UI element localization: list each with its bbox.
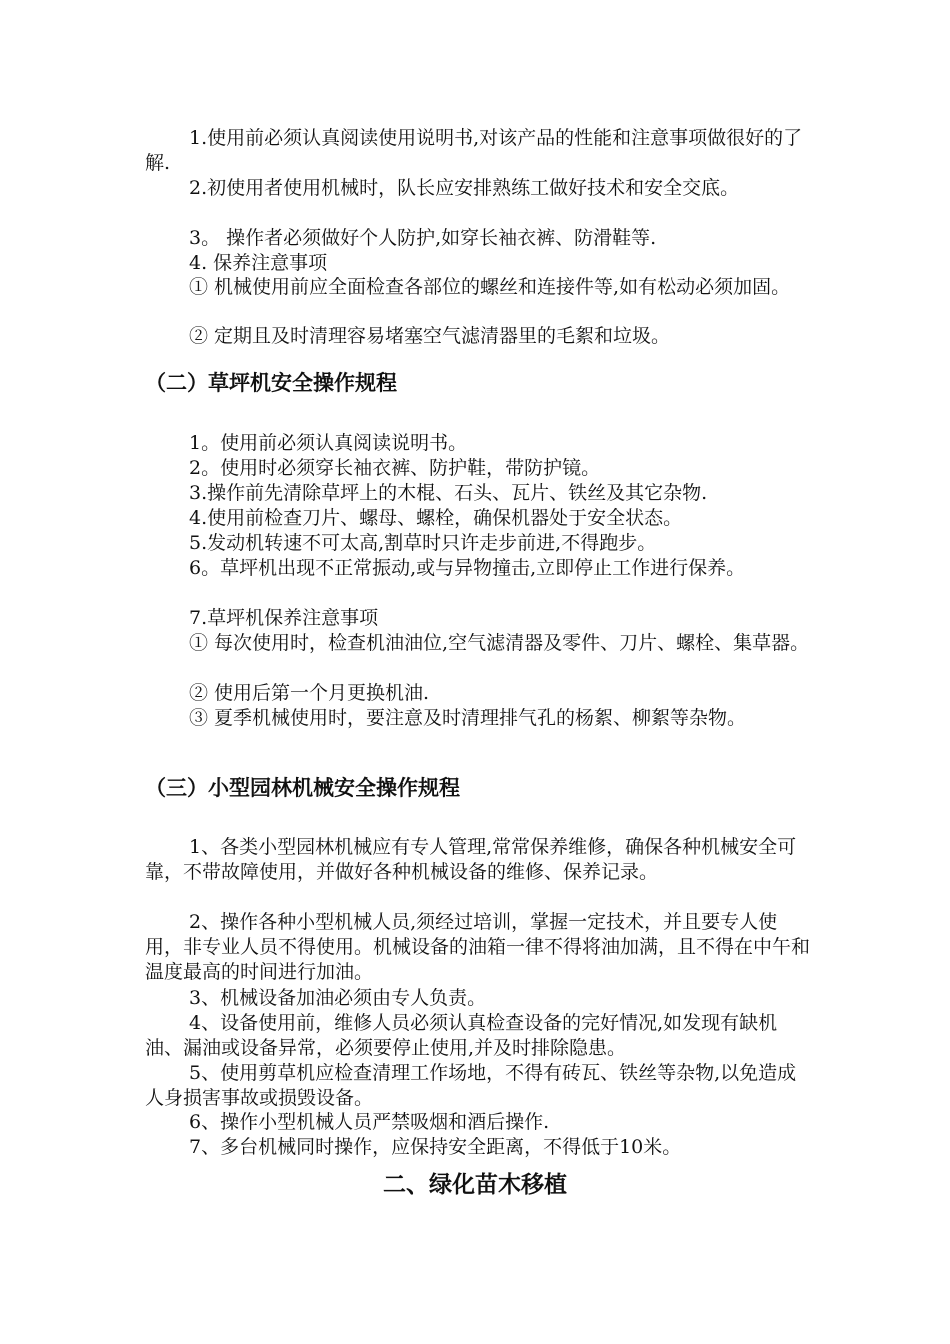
paragraph-item: 2.初使用者使用机械时，队长应安排熟练工做好技术和安全交底。: [189, 177, 740, 199]
paragraph-item: 4、设备使用前，维修人员必须认真检查设备的完好情况,如发现有缺机油、漏油或设备异常，必须要停止使用,并及时排除隐患。: [145, 1012, 778, 1059]
paragraph-item: 1、各类小型园林机械应有专人管理,常常保养维修，确保各种机械安全可靠，不带故障使用，并做好各种机械设备的维修、保养记录。: [145, 836, 797, 883]
paragraph-item: 2、操作各种小型机械人员,须经过培训，掌握一定技术，并且要专人使用，非专业人员不得使用。机械设备的油箱一律不得将油加满，且不得在中午和温度最高的时间进行加油。: [145, 911, 811, 983]
paragraph-item: 4. 保养注意事项: [189, 252, 328, 274]
paragraph-item: 7、多台机械同时操作，应保持安全距离，不得低于10米。: [189, 1136, 682, 1158]
paragraph-item: 5、使用剪草机应检查清理工作场地，不得有砖瓦、铁丝等杂物,以免造成人身损害事故或损毁设备。: [145, 1062, 797, 1109]
chapter-heading: 二、绿化苗木移植: [383, 1172, 567, 1198]
paragraph-item: 5.发动机转速不可太高,割草时只许走步前进,不得跑步。: [189, 532, 657, 554]
section-heading-lawnmower: （二）草坪机安全操作规程: [145, 371, 397, 395]
paragraph-item: 7.草坪机保养注意事项: [189, 607, 379, 629]
section-heading-small-machinery: （三）小型园林机械安全操作规程: [145, 776, 460, 800]
paragraph-item: ① 机械使用前应全面检查各部位的螺丝和连接件等,如有松动必须加固。: [189, 276, 791, 298]
paragraph-item: 3、机械设备加油必须由专人负责。: [189, 987, 487, 1009]
paragraph-item: 3.操作前先清除草坪上的木棍、石头、瓦片、铁丝及其它杂物.: [189, 482, 708, 504]
paragraph-item: 4.使用前检查刀片、螺母、螺栓，确保机器处于安全状态。: [189, 507, 683, 529]
paragraph-item: ② 使用后第一个月更换机油.: [189, 682, 430, 704]
paragraph-item: 6。草坪机出现不正常振动,或与异物撞击,立即停止工作进行保养。: [189, 557, 746, 579]
paragraph-item: 3。 操作者必须做好个人防护,如穿长袖衣裤、防滑鞋等.: [189, 227, 657, 249]
paragraph-item: ① 每次使用时，检查机油油位,空气滤清器及零件、刀片、螺栓、集草器。: [189, 632, 810, 654]
paragraph-item: 1.使用前必须认真阅读使用说明书,对该产品的性能和注意事项做很好的了解.: [145, 127, 803, 174]
paragraph-item: 2。使用时必须穿长袖衣裤、防护鞋，带防护镜。: [189, 457, 601, 479]
paragraph-item: 6、操作小型机械人员严禁吸烟和酒后操作.: [189, 1111, 550, 1133]
paragraph-item: ③ 夏季机械使用时，要注意及时清理排气孔的杨絮、柳絮等杂物。: [189, 707, 747, 729]
paragraph-item: ② 定期且及时清理容易堵塞空气滤清器里的毛絮和垃圾。: [189, 325, 671, 347]
paragraph-item: 1。使用前必须认真阅读说明书。: [189, 432, 468, 454]
